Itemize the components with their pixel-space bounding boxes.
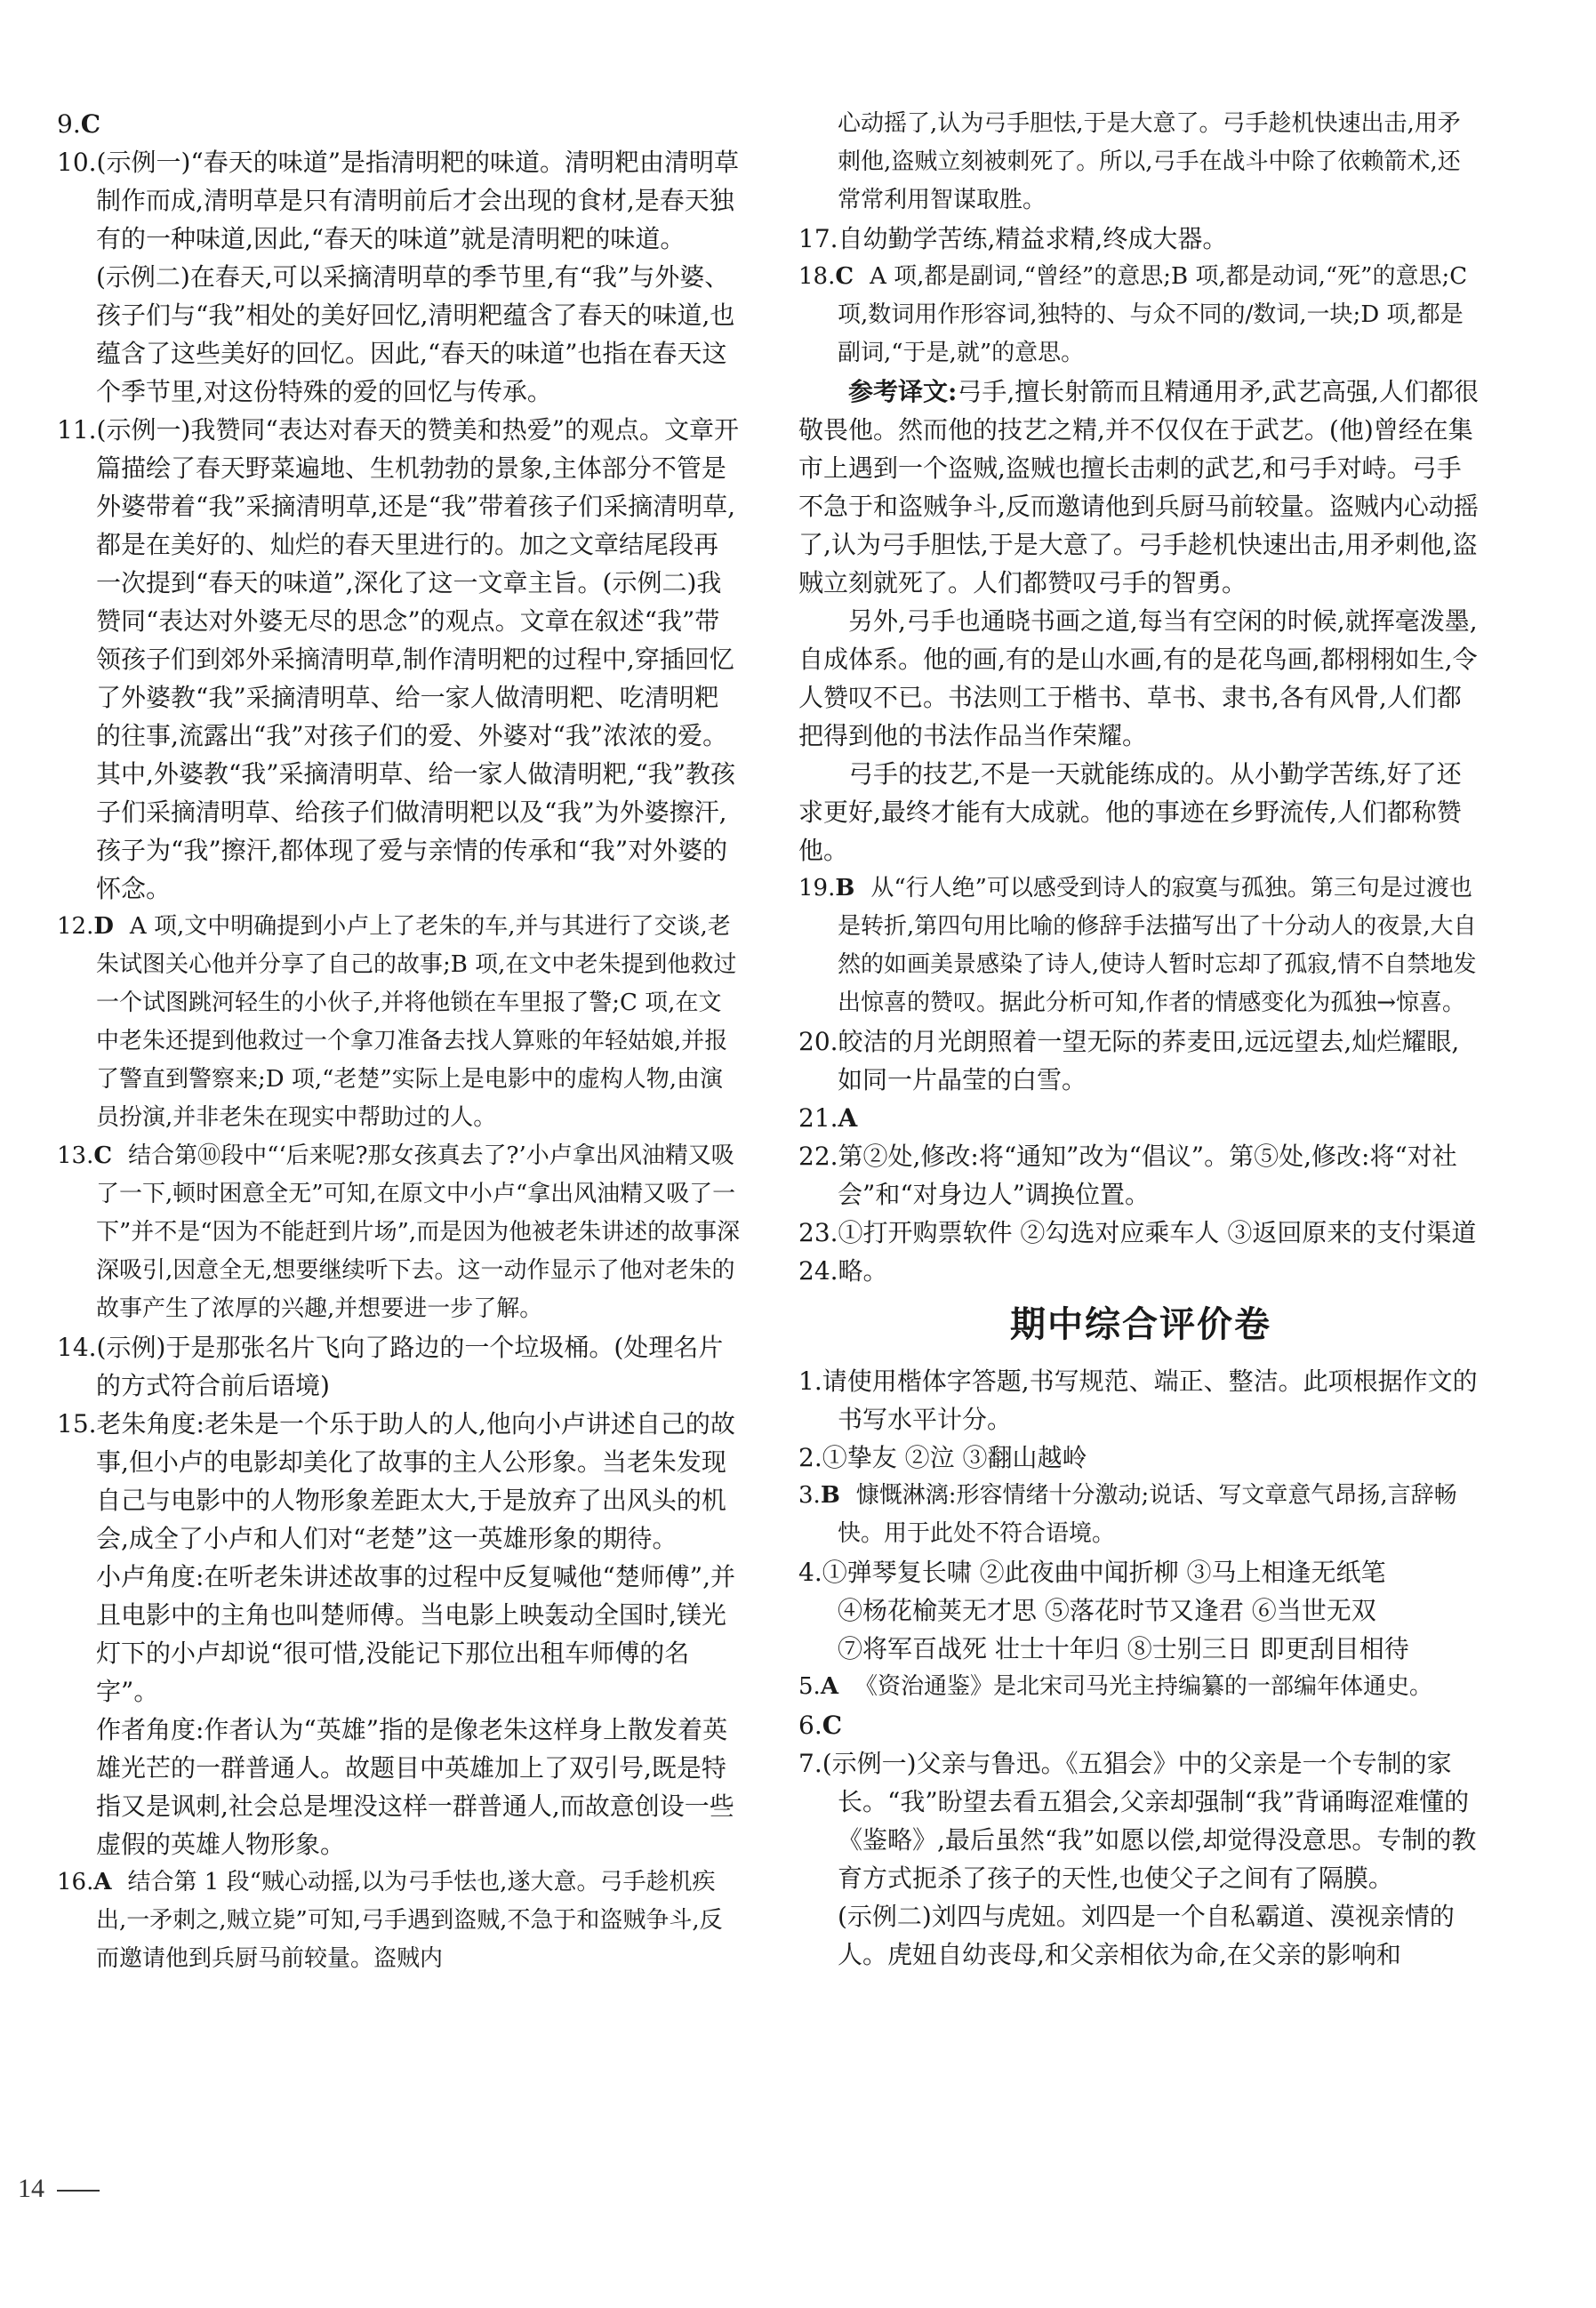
question-number: 12. — [57, 913, 94, 940]
answer-9 — [57, 105, 742, 143]
question-number: 9. — [57, 109, 81, 139]
question-number: 4. — [798, 1558, 822, 1587]
answer-text: (示例)于是那张名片飞向了路边的一个垃圾桶。(处理名片的方式符合前后语境) — [96, 1333, 724, 1400]
answer-text: 自幼勤学苦练,精益求精,终成大器。 — [838, 224, 1228, 253]
answer-20 — [798, 1022, 1483, 1099]
translation-text: 弓手,擅长射箭而且精通用矛,武艺高强,人们都很敬畏他。然而他的技艺之精,并不仅仅在于武艺。(他)曾经在集市上遇到一个盗贼,盗贼也擅长击刺的武艺,和弓手对峙。弓手不急于和盗贼争斗,反而邀请他到兵厨马前较量。盗贼内心动摇了,认为弓手胆怯,于是大意了。弓手趁机快速出击,用矛刺他,盗贼立刻就死了。人们都赞叹弓手的智勇。 — [798, 377, 1480, 597]
answer-choice: C — [835, 263, 854, 290]
answer-17 — [798, 220, 1483, 258]
mid-answer-3 — [798, 1477, 1483, 1553]
translation-para-2: 另外,弓手也通晓书画之道,每当有空闲的时候,就挥毫泼墨,自成体系。他的画,有的是山水画,有的是花鸟画,都栩栩如生,令人赞叹不已。书法则工于楷书、草书、隶书,各有风骨,人们都把得到他的书法作品当作荣耀。 — [798, 606, 1478, 750]
mid-answer-2 — [798, 1438, 1483, 1477]
answer-21 — [798, 1099, 1483, 1137]
answer-choice: A — [838, 1103, 858, 1133]
page-number: 14 — [18, 2174, 44, 2203]
translation-para-1 — [798, 373, 1483, 602]
answer-choice: A — [820, 1673, 838, 1700]
question-number: 14. — [57, 1333, 97, 1362]
answer-4-line-3: ⑦将军百战死 壮士十年归 ⑧士别三日 即更刮目相待 — [838, 1634, 1409, 1663]
answer-10 — [57, 143, 742, 258]
answer-14 — [57, 1328, 742, 1405]
answer-23 — [798, 1214, 1483, 1252]
answer-18 — [798, 258, 1483, 373]
question-number: 2. — [798, 1443, 822, 1472]
question-number: 20. — [798, 1027, 838, 1056]
answer-choice: B — [820, 1482, 840, 1509]
question-number: 13. — [57, 1142, 94, 1169]
answer-text: ①打开购票软件 ②勾选对应乘车人 ③返回原来的支付渠道 — [838, 1218, 1477, 1247]
answer-explanation: A 项,文中明确提到小卢上了老朱的车,并与其进行了交谈,老朱试图关心他并分享了自己的故事;B 项,在文中老朱提到他救过一个试图跳河轻生的小伙子,并将他锁在车里报了警;C 项,在文中老朱还提到他救过一个拿刀准备去找人算账的年轻姑娘,并报了警直到警察来;D 项,“老楚”实际上是电影中的虚构人物,由演员扮演,并非老朱在现实中帮助过的人。 — [96, 913, 737, 1131]
mid-answer-4 — [798, 1553, 1483, 1591]
answer-4-line-2: ④杨花榆荚无才思 ⑤落花时节又逢君 ⑥当世无双 — [838, 1596, 1376, 1625]
answer-16-continued: 心动摇了,认为弓手胆怯,于是大意了。弓手趁机快速出击,用矛刺他,盗贼立刻被刺死了。所以,弓手在战斗中除了依赖箭术,还常常利用智谋取胜。 — [838, 110, 1461, 213]
answer-15-part-2: 小卢角度:在听老朱讲述故事的过程中反复喊他“楚师傅”,并且电影中的主角也叫楚师傅。当电影上映轰动全国时,镁光灯下的小卢却说“很可惜,没能记下那位出租车师傅的名字”。 — [96, 1562, 735, 1706]
answer-choice: C — [822, 1711, 843, 1740]
mid-answer-1 — [798, 1362, 1483, 1438]
answer-19 — [798, 870, 1483, 1022]
left-column — [57, 105, 742, 1978]
question-number: 17. — [798, 224, 838, 253]
question-number: 24. — [798, 1256, 838, 1286]
question-number: 18. — [798, 263, 836, 290]
answer-text: (示例一)我赞同“表达对春天的赞美和热爱”的观点。文章开篇描绘了春天野菜遍地、生机勃勃的景象,主体部分不管是外婆带着“我”采摘清明草,还是“我”带着孩子们采摘清明草,都是在美好的、灿烂的春天里进行的。加之文章结尾段再一次提到“春天的味道”,深化了这一文章主旨。(示例二)我赞同“表达对外婆无尽的思念”的观点。文章在叙述“我”带领孩子们到郊外采摘清明草,制作清明粑的过程中,穿插回忆了外婆教“我”采摘清明草、给一家人做清明粑、吃清明粑的往事,流露出“我”对孩子们的爱、外婆对“我”浓浓的爱。其中,外婆教“我”采摘清明草、给一家人做清明粑,“我”教孩子们采摘清明草、给孩子们做清明粑以及“我”为外婆擦汗,孩子为“我”擦汗,都体现了爱与亲情的传承和“我”对外婆的怀念。 — [96, 415, 740, 903]
answer-choice: A — [93, 1869, 112, 1895]
answer-22 — [798, 1137, 1483, 1214]
question-number: 11. — [57, 415, 97, 445]
question-number: 3. — [798, 1482, 821, 1509]
answer-13 — [57, 1137, 742, 1328]
question-number: 7. — [798, 1749, 822, 1778]
answer-choice: D — [93, 913, 114, 940]
question-number: 16. — [57, 1869, 94, 1895]
answer-choice: C — [93, 1142, 113, 1169]
question-number: 15. — [57, 1409, 97, 1438]
answer-explanation: 结合第 1 段“贼心动摇,以为弓手怯也,遂大意。弓手趁机疾出,一矛刺之,贼立毙”可知,弓手遇到盗贼,不急于和盗贼争斗,反而邀请他到兵厨马前较量。盗贼内 — [96, 1869, 723, 1972]
answer-text: 略。 — [838, 1256, 888, 1286]
right-column — [798, 105, 1483, 1974]
question-number: 22. — [798, 1142, 838, 1171]
mid-answer-5 — [798, 1668, 1483, 1706]
mid-answer-7 — [798, 1744, 1483, 1897]
answer-7-example-2: (示例二)刘四与虎妞。刘四是一个自私霸道、漠视亲情的人。虎妞自幼丧母,和父亲相依为命,在父亲的影响和 — [838, 1902, 1455, 1969]
answer-choice: B — [835, 875, 855, 902]
answer-16 — [57, 1863, 742, 1978]
translation-label: 参考译文: — [848, 377, 958, 406]
answer-explanation: A 项,都是副词,“曾经”的意思;B 项,都是动词,“死”的意思;C 项,数词用作形容词,独特的、与众不同的/数词,一块;D 项,都是副词,“于是,就”的意思。 — [838, 263, 1468, 366]
question-number: 1. — [798, 1366, 822, 1396]
answer-explanation: 从“行人绝”可以感受到诗人的寂寞与孤独。第三句是过渡也是转折,第四句用比喻的修辞手法描写出了十分动人的夜景,大自然的如画美景感染了诗人,使诗人暂时忘却了孤寂,情不自禁地发出惊喜的赞叹。据此分析可知,作者的情感变化为孤独→惊喜。 — [838, 875, 1477, 1016]
answer-24 — [798, 1252, 1483, 1290]
page-footer — [18, 2174, 100, 2204]
question-number: 23. — [798, 1218, 838, 1247]
question-number: 10. — [57, 148, 97, 177]
mid-answer-6 — [798, 1706, 1483, 1744]
answer-explanation: 《资治通鉴》是北宋司马光主持编纂的一部编年体通史。 — [854, 1673, 1433, 1700]
section-title: 期中综合评价卷 — [1010, 1304, 1271, 1345]
question-number: 21. — [798, 1103, 838, 1133]
answer-15-part-3: 作者角度:作者认为“英雄”指的是像老朱这样身上散发着英雄光芒的一群普通人。故题目中英雄加上了双引号,既是特指又是讽刺,社会总是埋没这样一群普通人,而故意创设一些虚假的英雄人物形象。 — [96, 1715, 734, 1859]
question-number: 19. — [798, 875, 836, 902]
answer-text: 第②处,修改:将“通知”改为“倡议”。第⑤处,修改:将“对社会”和“对身边人”调换位置。 — [838, 1142, 1457, 1209]
translation-para-3: 弓手的技艺,不是一天就能练成的。从小勤学苦练,好了还求更好,最终才能有大成就。他的事迹在乡野流传,人们都称赞他。 — [798, 759, 1462, 865]
question-number: 6. — [798, 1711, 822, 1740]
answer-15 — [57, 1405, 742, 1558]
answer-choice: C — [80, 109, 101, 139]
answer-text: 请使用楷体字答题,书写规范、端正、整洁。此项根据作文的书写水平计分。 — [822, 1366, 1478, 1434]
question-number: 5. — [798, 1673, 821, 1700]
answer-11 — [57, 411, 742, 908]
answer-10-example-2: (示例二)在春天,可以采摘清明草的季节里,有“我”与外婆、孩子们与“我”相处的美好回忆,清明粑蕴含了春天的味道,也蕴含了这些美好的回忆。因此,“春天的味道”也指在春天这个季节里,对这份特殊的爱的回忆与传承。 — [96, 262, 735, 406]
answer-explanation: 结合第⑩段中“‘后来呢?那女孩真去了?’小卢拿出风油精又吸了一下,顿时困意全无”可知,在原文中小卢“拿出风油精又吸了一下”并不是“因为不能赶到片场”,而是因为他被老朱讲述的故事深深吸引,因意全无,想要继续听下去。这一动作显示了他对老朱的故事产生了浓厚的兴趣,并想要进一步了解。 — [96, 1142, 741, 1322]
answer-text: (示例一)父亲与鲁迅。《五猖会》中的父亲是一个专制的家长。“我”盼望去看五猖会,父亲却强制“我”背诵晦涩难懂的《鉴略》,最后虽然“我”如愿以偿,却觉得没意思。专制的教育方式扼杀了孩子的天性,也使父子之间有了隔膜。 — [822, 1749, 1477, 1893]
answer-text: (示例一)“春天的味道”是指清明粑的味道。清明粑由清明草制作而成,清明草是只有清明前后才会出现的食材,是春天独有的一种味道,因此,“春天的味道”就是清明粑的味道。 — [96, 148, 740, 253]
answer-12 — [57, 908, 742, 1137]
answer-text: ①挚友 ②泣 ③翻山越岭 — [822, 1443, 1087, 1472]
answer-text: 皎洁的月光朗照着一望无际的荞麦田,远远望去,灿烂耀眼,如同一片晶莹的白雪。 — [838, 1027, 1460, 1094]
answer-explanation: 慷慨淋漓:形容情绪十分激动;说话、写文章意气昂扬,言辞畅快。用于此处不符合语境。 — [838, 1482, 1457, 1547]
answer-line-1: ①弹琴复长啸 ②此夜曲中闻折柳 ③马上相逢无纸笔 — [822, 1558, 1386, 1587]
answer-text: 老朱角度:老朱是一个乐于助人的人,他向小卢讲述自己的故事,但小卢的电影却美化了故事的主人公形象。当老朱发现自己与电影中的人物形象差距太大,于是放弃了出风头的机会,成全了小卢和人们对“老楚”这一英雄形象的期待。 — [96, 1409, 735, 1553]
footer-rule — [57, 2190, 100, 2192]
